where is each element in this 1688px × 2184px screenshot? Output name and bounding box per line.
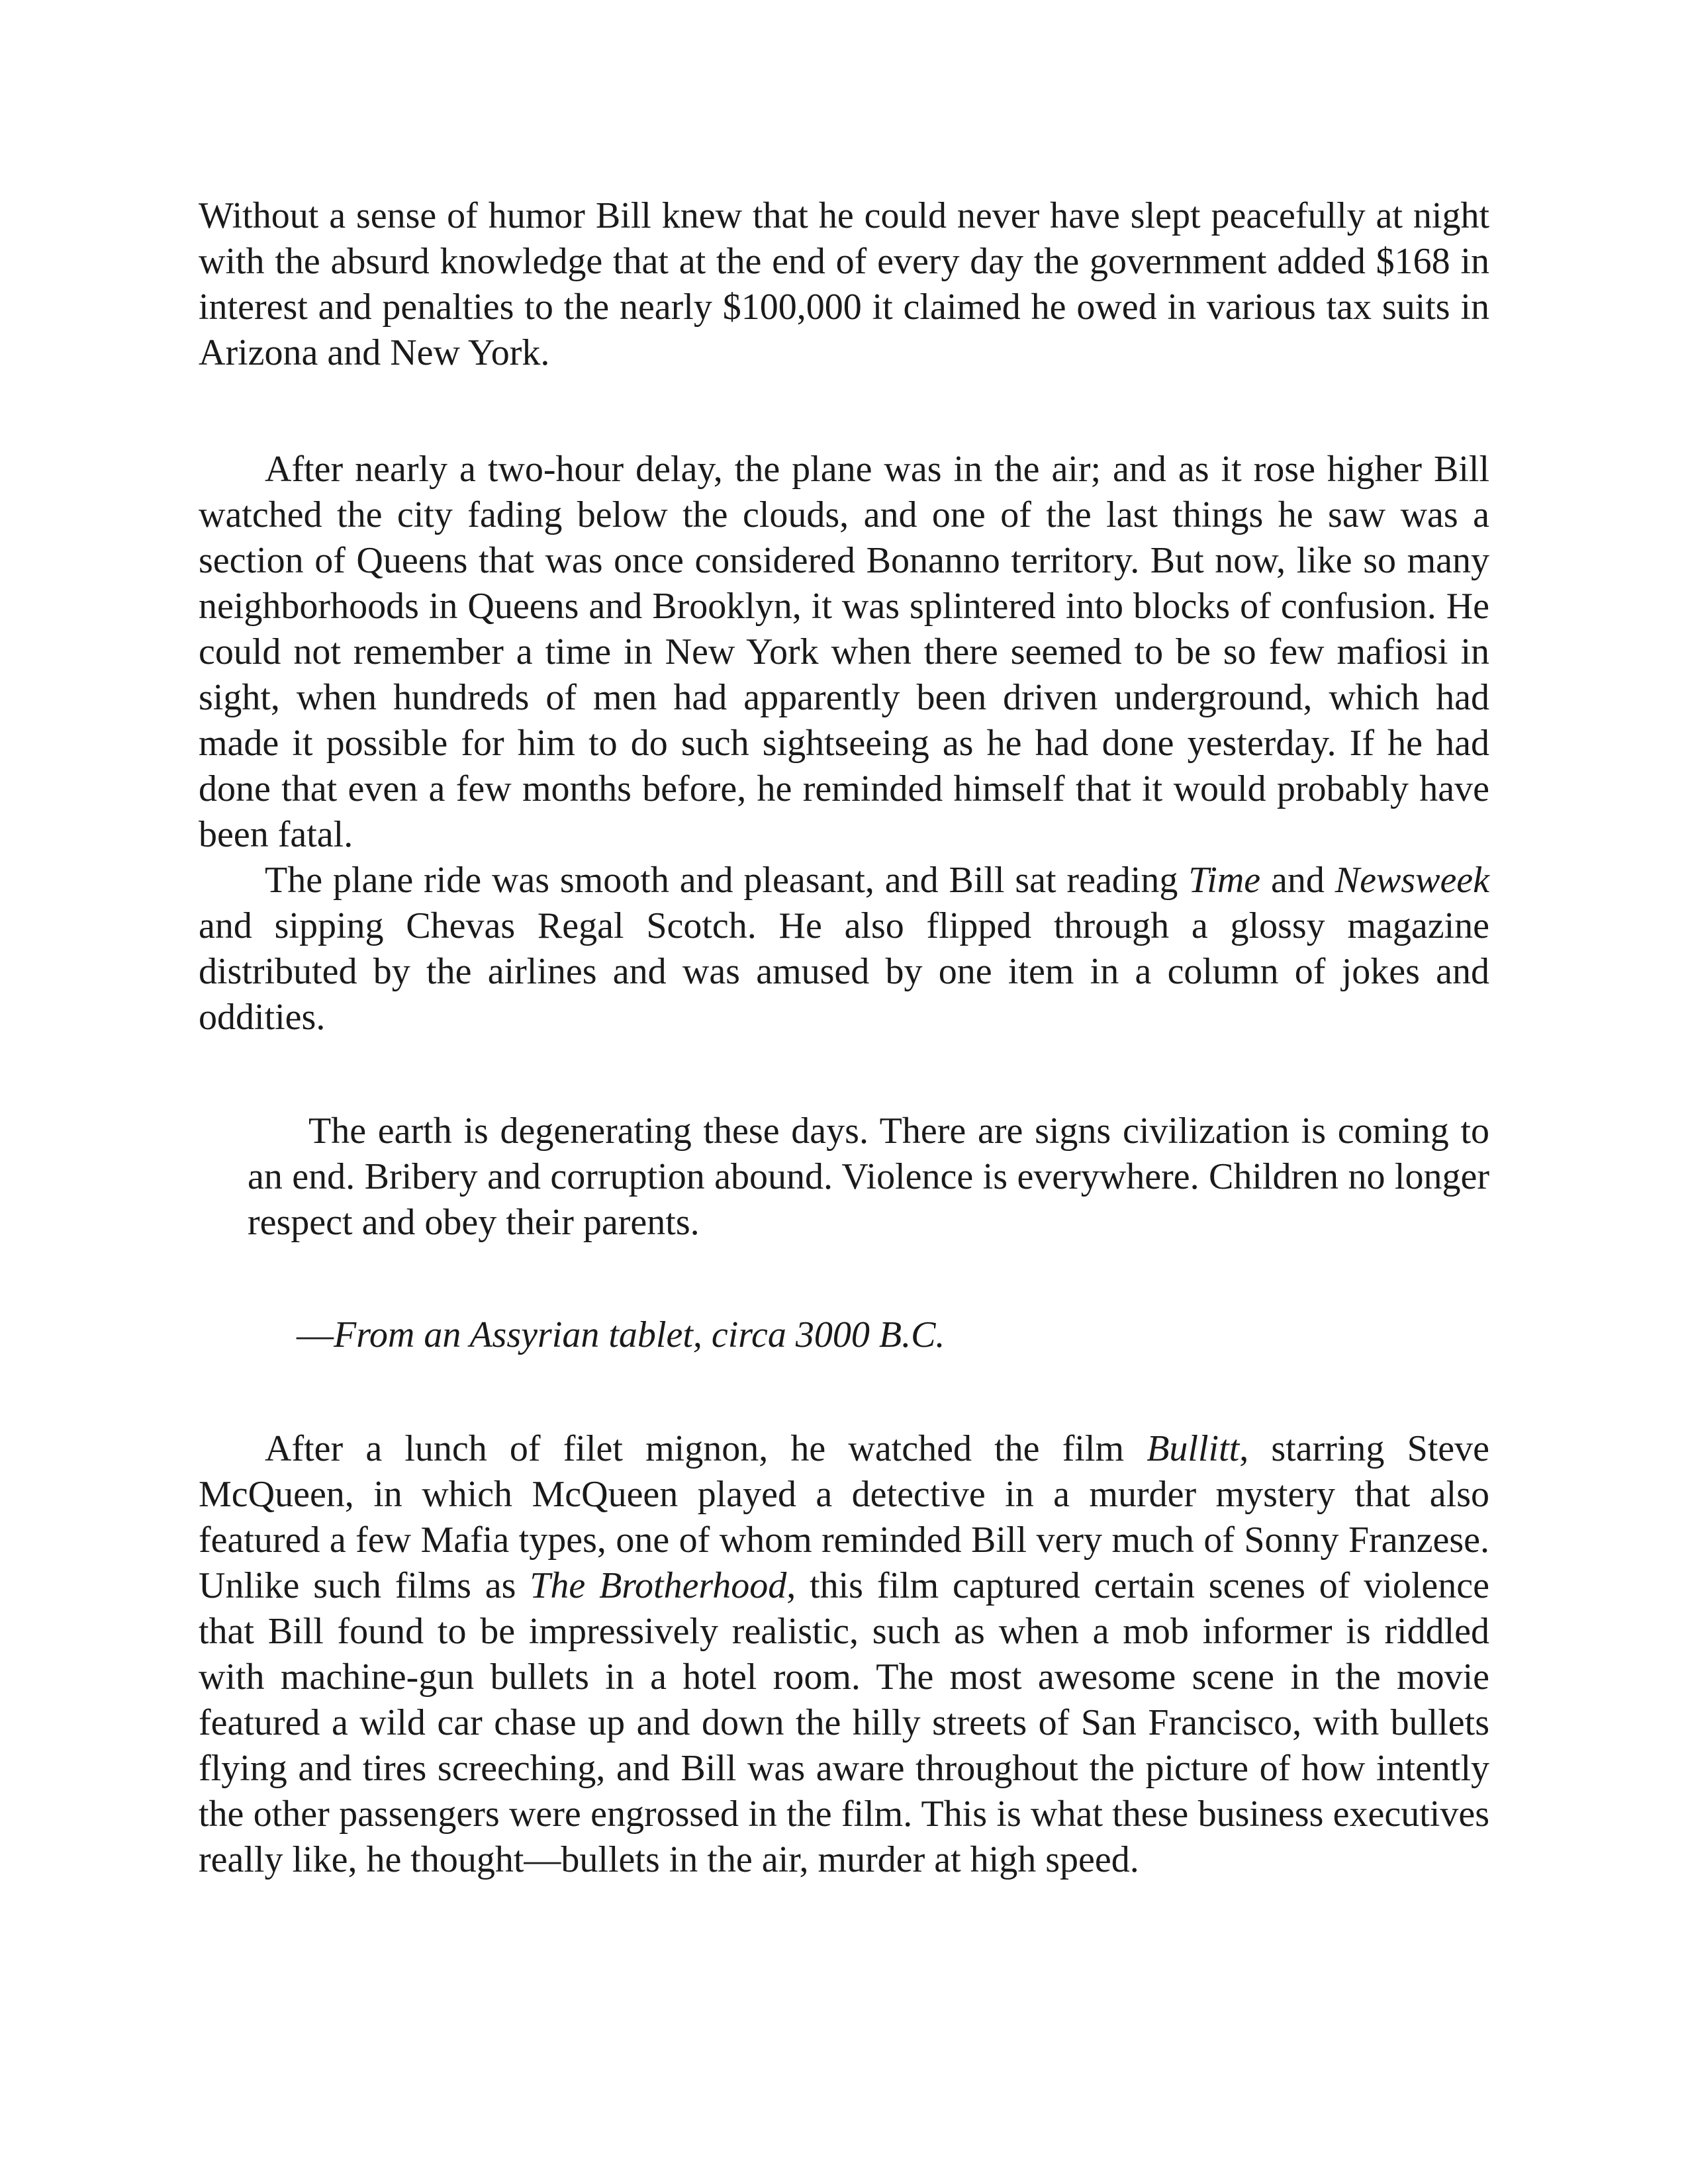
quote-attribution (297, 1312, 1489, 1358)
paragraph-humor: Without a sense of humor Bill knew that he could never have slept peacefully at night with the absurd knowledge that at the end of every day the government added $168 in interest and penalties to the nearly $100,000 it claimed he owed in various tax suits in Arizona and New York. (199, 195, 1489, 373)
paragraph-plane-ride (199, 858, 1489, 1040)
text-segment: and (1260, 860, 1335, 901)
text-segment: and sipping Chevas Regal Scotch. He also flipped through a glossy magazine distributed by the airlines and was amused by one item in a column of jokes and oddities. (199, 905, 1489, 1038)
italic-title-time: Time (1188, 860, 1261, 901)
attribution-text: From an Assyrian tablet, circa 3000 B.C. (334, 1314, 945, 1355)
italic-title-newsweek: Newsweek (1335, 860, 1490, 901)
italic-title-brotherhood: The Brotherhood (530, 1565, 787, 1606)
em-dash: — (297, 1314, 334, 1355)
italic-title-bullitt: Bullitt (1147, 1428, 1240, 1469)
text-segment: , this film captured certain scenes of violence that Bill found to be impressively realistic, such as when a mob informer is riddled with machine-gun bullets in a hotel room. The most awesome scene in the movie featured a wild car chase up and down the hilly streets of San Francisco, with bullets flying and tires screeching, and Bill was aware throughout the picture of how intently the other passengers were engrossed in the film. This is what these business executives really like, he thought—bullets in the air, murder at high speed. (199, 1565, 1489, 1880)
block-quote: The earth is degenerating these days. There are signs civilization is coming to an end. Bribery and corruption abound. Violence is everywhere. Children no longer respect and obey their parents. (248, 1111, 1489, 1243)
text-segment: The plane ride was smooth and pleasant, and Bill sat reading (265, 860, 1189, 901)
document-page (199, 193, 1489, 1883)
text-segment: After a lunch of filet mignon, he watched the film (265, 1428, 1147, 1469)
paragraph-film (199, 1426, 1489, 1883)
text-segment: , starring Steve McQueen, in which McQueen played a detective in a murder mystery that also featured a few Mafia types, one of whom reminded Bill very much of Sonny Franzese. Unlike such films as (199, 1428, 1489, 1606)
paragraph-plane-departure: After nearly a two-hour delay, the plane was in the air; and as it rose higher Bill watched the city fading below the clouds, and one of the last things he saw was a section of Queens that was once considered Bonanno territory. But now, like so many neighborhoods in Queens and Brooklyn, it was splintered into blocks of confusion. He could not remember a time in New York when there seemed to be so few mafiosi in sight, when hundreds of men had apparently been driven underground, which had made it possible for him to do such sightseeing as he had done yesterday. If he had done that even a few months before, he reminded himself that it would probably have been fatal. (199, 449, 1489, 855)
